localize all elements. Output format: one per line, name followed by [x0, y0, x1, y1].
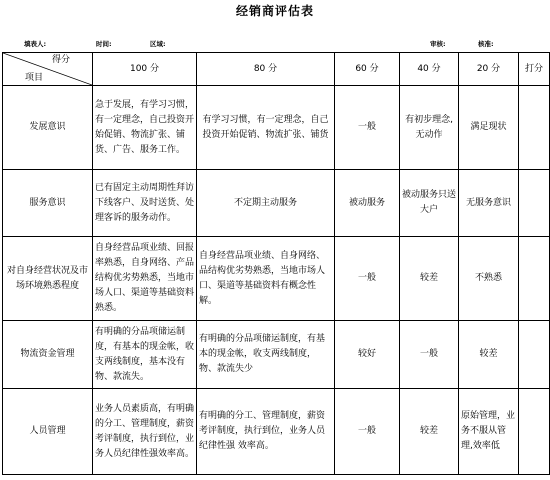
- cell-40: 有初步理念,无动作: [400, 86, 459, 170]
- cell-60: 较好: [335, 321, 400, 389]
- corner-item-label: 项目: [25, 73, 44, 83]
- table-row: [3, 389, 550, 475]
- cell-100: 自身经营品项业绩、回报率熟悉，自身网络、产品结构优劣势熟悉，当地市场人口、渠道等基础资料熟悉。: [93, 237, 197, 321]
- cell-100: 已有固定主动周期性拜访下线客户、及时送货、处理客诉的服务动作。: [93, 170, 197, 237]
- page-title: 经销商评估表: [235, 4, 314, 18]
- cell-20: 原始管理，业务不服从管理,效率低: [459, 389, 519, 475]
- row-item: 物流资金管理: [3, 321, 93, 389]
- region-label: 区域:: [150, 40, 166, 48]
- header-20: 20 分: [459, 53, 519, 86]
- approve-label: 核准:: [478, 40, 494, 48]
- row-item: 服务意识: [3, 170, 93, 237]
- audit-label: 审核:: [430, 40, 446, 48]
- score-cell[interactable]: [519, 237, 550, 321]
- cell-40: 被动服务只送大户: [400, 170, 459, 237]
- header-100: 100 分: [93, 53, 197, 86]
- cell-60: 一般: [335, 237, 400, 321]
- cell-100: 急于发展，有学习习惯，有一定理念，自己投资开始促销、物流扩张、铺货、广告、服务工作。: [93, 86, 197, 170]
- cell-80: 不定期主动服务: [197, 170, 335, 237]
- time-label: 时间:: [96, 40, 112, 48]
- cell-80: 有明确的分工、管理制度，薪资考评制度，执行到位，业务人员纪律性强 效率高。: [197, 389, 335, 475]
- table-row: [3, 86, 550, 170]
- corner-cell: [3, 53, 93, 86]
- cell-80: 自身经营品项业绩、自身网络、品结构优劣势熟悉，当地市场人口、渠道等基础资料有概念性解。: [197, 237, 335, 321]
- row-item: 人员管理: [3, 389, 93, 475]
- cell-60: 被动服务: [335, 170, 400, 237]
- cell-40: 较差: [400, 237, 459, 321]
- score-cell[interactable]: [519, 86, 550, 170]
- cell-60: 一般: [335, 389, 400, 475]
- cell-20: 无服务意识: [459, 170, 519, 237]
- filler-label: 填表人:: [24, 40, 47, 48]
- table-row: [3, 170, 550, 237]
- cell-100: 有明确的分品项储运制度，有基本的现金帐，收支两线制度，基本没有物、款流失。: [93, 321, 197, 389]
- header-row: [3, 53, 550, 86]
- cell-40: 较差: [400, 389, 459, 475]
- score-cell[interactable]: [519, 321, 550, 389]
- diagonal-line: [3, 53, 92, 85]
- cell-100: 业务人员素质高，有明确的分工、管理制度，薪资考评制度，执行到位，业务人员纪律性强效率高。: [93, 389, 197, 475]
- cell-20: 较差: [459, 321, 519, 389]
- cell-20: 满足现状: [459, 86, 519, 170]
- cell-80: 有明确的分品项储运制度，有基本的现金帐，收支两线制度，物、款流失少: [197, 321, 335, 389]
- header-score: 打分: [519, 53, 550, 86]
- cell-80: 有学习习惯，有一定理念，自己投资开始促销、物流扩张、铺货: [197, 86, 335, 170]
- cell-40: 一般: [400, 321, 459, 389]
- row-item: 对自身经营状况及市场环境熟悉程度: [3, 237, 93, 321]
- table-row: [3, 321, 550, 389]
- cell-20: 不熟悉: [459, 237, 519, 321]
- evaluation-table: [2, 52, 550, 475]
- score-cell[interactable]: [519, 170, 550, 237]
- cell-60: 一般: [335, 86, 400, 170]
- table-row: [3, 237, 550, 321]
- row-item: 发展意识: [3, 86, 93, 170]
- header-60: 60 分: [335, 53, 400, 86]
- corner-score-label: 得分: [51, 55, 70, 65]
- header-40: 40 分: [400, 53, 459, 86]
- header-80: 80 分: [197, 53, 335, 86]
- score-cell[interactable]: [519, 389, 550, 475]
